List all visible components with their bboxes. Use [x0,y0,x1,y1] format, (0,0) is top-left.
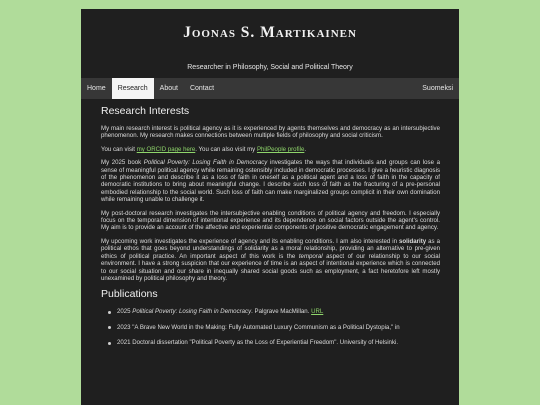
publication-title: Political Poverty: Losing Faith in Democracy [132,308,252,316]
publications-list [101,308,440,346]
research-paragraph-book [101,159,440,203]
book-title: Political Poverty: Losing Faith in Democracy [143,159,268,167]
links-text-pre: You can visit [101,145,137,153]
upcoming-text-a: My upcoming work investigates the experience of agency and its enabling conditions. I am also interested in [101,237,400,245]
publication-url-link[interactable]: URL [311,308,324,316]
publication-item [117,339,440,346]
main-nav [81,78,459,99]
nav-item-contact[interactable]: Contact [189,85,215,92]
page-container [81,9,459,405]
book-text-pre: My 2025 book [101,159,144,167]
book-text-post: investigates the ways that individuals and groups can lose a sense of meaningful political agency while remaining ostensibly included in democratic processes. I give a heuristic diagnosis of the phenomenon and describe it as a loss of faith in oneself as a political agent and a loss of faith in the capacity of democratic institutions to bring about meaningful change. I describe such loss of faith as the fracturing of a pre-personal embodied relationship to the social world. Such loss of faith can make marginalized groups complicit in their own domination while remaining unable to challenge it. [101,159,440,204]
nav-item-research[interactable]: Research [112,78,154,99]
upcoming-text-c: aspect of our relationship to our social environment. I have a strong suspicion that our experience of time is an aspect of intentional experience which is connected to our social situation and our share in inequally shared social goods such as employment, a fact heretofore left mostly unexamined by political philosophy and theory. [101,252,440,282]
main-content [101,105,440,355]
publication-item [117,324,440,331]
links-text-post: . [304,145,307,153]
philpeople-link[interactable]: PhilPeople profile [256,145,305,153]
site-header [81,9,459,77]
publication-text-post: . Palgrave MacMillan. [251,308,312,316]
temporal-term: temporal [298,252,323,260]
publication-text: 2025 [117,308,133,316]
research-paragraph-upcoming [101,238,440,282]
upcoming-text-b: as a political ethos that goes beyond understandings of solidarity as a moral relationship, providing an alternative to pre-given ethics of political practice. An important aspect of this work is the [101,237,440,260]
language-switch-link[interactable]: Suomeksi [422,85,453,92]
publications-heading: Publications [101,288,158,301]
publication-text: 2021 Doctoral dissertation "Political Poverty as the Loss of Experiential Freedom". University of Helsinki. [117,339,399,347]
publication-item [117,308,440,315]
publication-text: 2023 "A Brave New World in the Making: Fully Automated Luxury Communism as a Political Dystopia," in [117,323,400,331]
research-paragraph-postdoc: My post-doctoral research investigates the intersubjective enabling conditions of political agency and freedom. I especially focus on the temporal dimension of intentional experience and its dependence on social factors outside the agent's control. My aim is to provide an account of the affective and experiential components of positive democratic engagement and agency. [101,209,440,232]
research-paragraph-1: My main research interest is political agency as it is experienced by agents themselves and democracy as an intersubjective phenomenon. My research makes connections between multiple fields of philosophy and social criticism. [101,125,440,140]
orcid-link[interactable]: my ORCID page here [136,145,196,153]
research-paragraph-links [101,146,440,153]
nav-item-about[interactable]: About [159,85,178,92]
solidarity-term: solidarity [399,237,427,245]
site-title[interactable]: Joonas S. Martikainen [183,24,357,41]
site-subtitle: Researcher in Philosophy, Social and Political Theory [187,64,353,71]
links-text-mid: . You can also visit my [195,145,257,153]
research-heading: Research Interests [101,105,190,117]
nav-item-home[interactable]: Home [87,85,106,92]
